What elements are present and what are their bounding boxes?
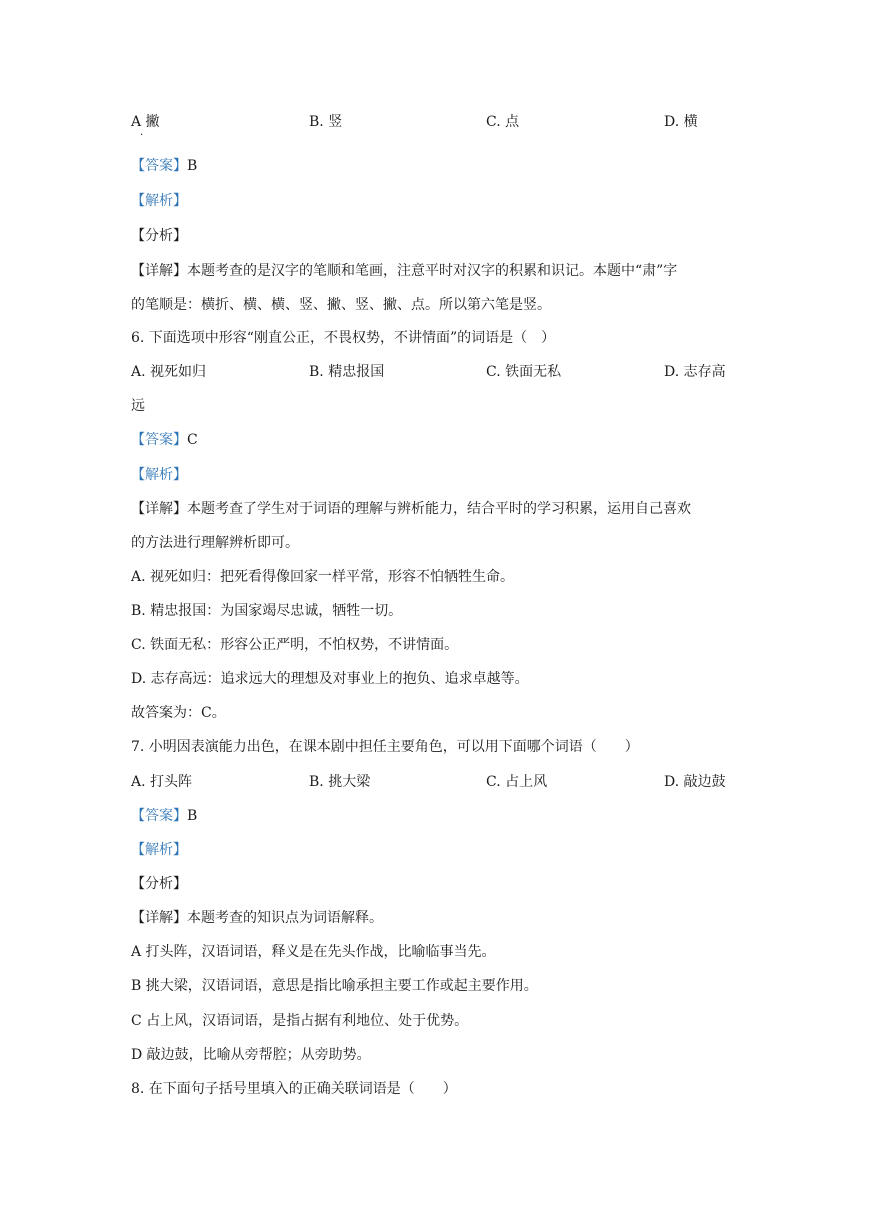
q7-stem: 7. 小明因表演能力出色，在课本剧中担任主要角色，可以用下面哪个词语（ ） [131,739,639,755]
q7-answer [131,806,197,826]
q6-answer [131,430,198,450]
q5-option-a: A 撇 [131,114,160,130]
q6-option-wrap: 远 [131,398,145,414]
q6-option-b: B. 精忠报国 [309,364,385,380]
q6-stem: 6. 下面选项中形容“刚直公正，不畏权势，不讲情面”的词语是（ ） [131,330,556,346]
q5-answer [131,156,197,176]
q5-analysis-tag: 【解析】 [131,193,187,209]
q7-fenxi-tag: 【分析】 [131,876,187,892]
q7-option-c: C. 占上风 [486,774,548,790]
q6-detail-line2: 的方法进行理解辨析即可。 [131,535,299,551]
q6-analysis-tag: 【解析】 [131,467,187,483]
q5-option-b: B. 竖 [309,114,343,130]
q5-option-c: C. 点 [486,114,520,130]
q8-stem: 8. 在下面句子括号里填入的正确关联词语是（ ） [131,1081,457,1097]
emphasis-dot: · [140,130,144,141]
q5-option-d: D. 横 [664,114,698,130]
q6-explanation-d: D. 志存高远：追求远大的理想及对事业上的抱负、追求卓越等。 [131,671,529,687]
q5-fenxi-tag: 【分析】 [131,228,187,244]
q6-conclusion: 故答案为：C。 [131,705,226,721]
answer-value: B [187,808,198,824]
q7-analysis-tag: 【解析】 [131,842,187,858]
q7-explanation-d: D 敲边鼓，比喻从旁帮腔；从旁助势。 [131,1047,371,1063]
q7-option-b: B. 挑大梁 [309,774,371,790]
q5-detail-line2: 的笔顺是：横折、横、横、竖、撇、竖、撇、点。所以第六笔是竖。 [131,297,551,313]
q6-option-a: A. 视死如归 [131,364,207,380]
q6-explanation-c: C. 铁面无私：形容公正严明，不怕权势，不讲情面。 [131,637,459,653]
q7-explanation-c: C 占上风，汉语词语，是指占据有利地位、处于优势。 [131,1013,469,1029]
q7-explanation-b: B 挑大梁，汉语词语，意思是指比喻承担主要工作或起主要作用。 [131,978,538,994]
q7-option-d: D. 敲边鼓 [664,774,726,790]
q6-explanation-a: A. 视死如归：把死看得像回家一样平常，形容不怕牺牲生命。 [131,569,515,585]
answer-value: C [187,432,198,448]
answer-tag: 【答案】 [131,808,187,824]
q6-explanation-b: B. 精忠报国：为国家竭尽忠诚，牺牲一切。 [131,603,403,619]
q6-option-d: D. 志存高 [664,364,726,380]
q7-explanation-a: A 打头阵，汉语词语，释义是在先头作战，比喻临事当先。 [131,944,496,960]
answer-value: B [187,158,198,174]
q7-option-a: A. 打头阵 [131,774,193,790]
q5-detail-line1: 【详解】本题考查的是汉字的笔顺和笔画，注意平时对汉字的积累和识记。本题中“肃”字 [131,263,678,279]
q6-detail-line1: 【详解】本题考查了学生对于词语的理解与辨析能力，结合平时的学习积累，运用自己喜欢 [131,501,691,517]
q7-detail: 【详解】本题考查的知识点为词语解释。 [131,910,383,926]
q6-option-c: C. 铁面无私 [486,364,562,380]
answer-tag: 【答案】 [131,432,187,448]
answer-tag: 【答案】 [131,158,187,174]
